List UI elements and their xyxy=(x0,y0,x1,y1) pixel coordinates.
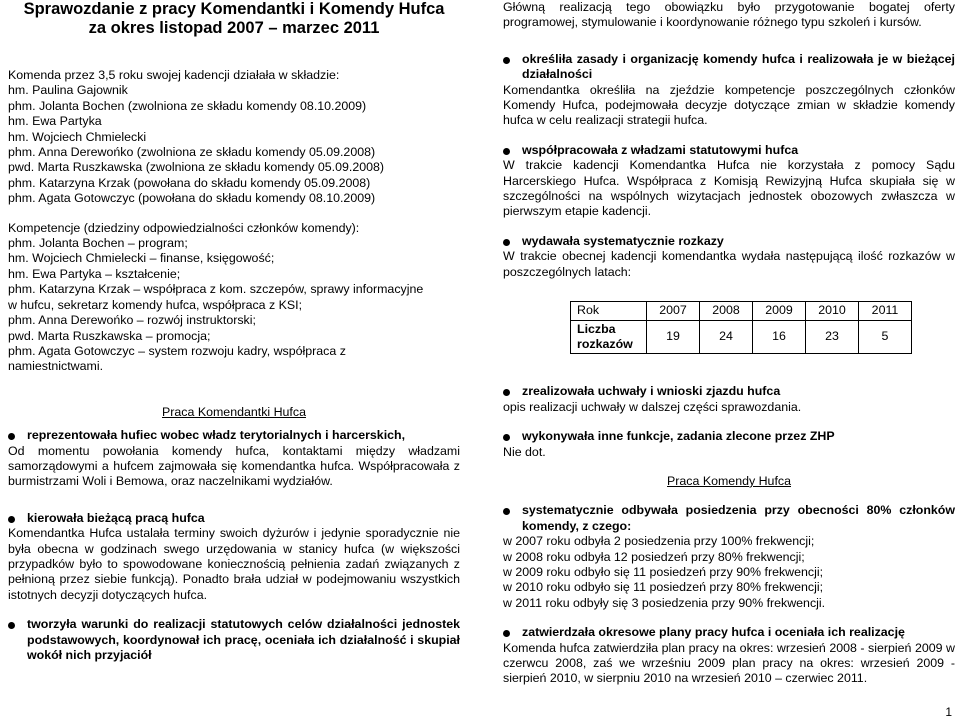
member-line: phm. Agata Gotowczyc (powołana do składu komendy 08.10.2009) xyxy=(8,191,376,206)
item-body: Komendantka Hufca ustalała terminy swoich dyżurów i jedynie sporadycznie nie była obecna w godzinach swego urzędowania w stanicy hufca (w większości przypadków było to spowodowane koniecznością pełnienia zadań związanych z pełnioną przez siebie funkcją). Ponadto brała udział w podejmowaniu wszystkich istotnych decyzji dotyczących hufca. xyxy=(8,526,460,602)
kompetencje-line: pwd. Marta Ruszkawska – promocja; xyxy=(8,328,211,343)
table-cell: 24 xyxy=(700,320,753,354)
bullet-icon xyxy=(8,622,15,629)
member-line: phm. Anna Derewońko (zwolniona ze składu komendy 05.09.2008) xyxy=(8,145,376,160)
frekwencja-line: w 2009 roku odbyło się 11 posiedzeń przy 90% frekwencji; xyxy=(503,564,824,579)
member-line: hm. Wojciech Chmielecki xyxy=(8,129,147,144)
item-body: Komendantka określiła na zjeździe kompetencje poszczególnych członków Komendy Hufca, podejmowała decyzje dotyczące zmian w składzie komendy hufca w celu realizacji strategii hufca. xyxy=(503,82,955,128)
item-title: zrealizowała uchwały i wnioski zjazdu hufca xyxy=(522,384,781,399)
table-cell: Rok xyxy=(571,302,647,320)
kompetencje-heading: Kompetencje (dziedziny odpowiedzialności członków komendy): xyxy=(8,220,360,235)
list-item xyxy=(503,384,955,399)
item-body: W trakcie obecnej kadencji komendantka wydała następującą ilość rozkazów w poszczególnych latach: xyxy=(503,249,955,279)
kompetencje-line: phm. Jolanta Bochen – program; xyxy=(8,236,188,251)
kompetencje-line: hm. Wojciech Chmielecki – finanse, księgowość; xyxy=(8,251,275,266)
list-item xyxy=(503,429,955,444)
table-cell: 23 xyxy=(806,320,859,354)
member-line: phm. Katarzyna Krzak (powołana do składu komendy 05.09.2008) xyxy=(8,175,371,190)
table-row xyxy=(571,320,912,354)
frekwencja-line: w 2008 roku odbyła 12 posiedzeń przy 80% frekwencji; xyxy=(503,549,805,564)
table-cell: 2010 xyxy=(806,302,859,320)
top-text: Główną realizacją tego obowiązku było przygotowanie bogatej oferty programowej, stymulowanie i koordynowanie różnego typu szkoleń i kursów. xyxy=(503,0,955,30)
praca-komendantki-heading: Praca Komendantki Hufca xyxy=(162,404,306,419)
kompetencje-line: hm. Ewa Partyka – kształcenie; xyxy=(8,266,181,281)
bullet-icon xyxy=(503,508,510,515)
item-body: Komenda hufca zatwierdziła plan pracy na okres: wrzesień 2008 - sierpień 2009 w czerwcu 2008, zaś we wrześniu 2009 plan pracy na okres: wrzesień 2009 - sierpień 2010, w sierpniu 2010 na wrzesień 2010 – czerwiec 2011. xyxy=(503,640,955,686)
table-cell: 16 xyxy=(753,320,806,354)
praca-komendy-heading: Praca Komendy Hufca xyxy=(667,473,791,488)
list-item xyxy=(503,625,955,640)
table-cell: 2007 xyxy=(647,302,700,320)
kompetencje-line: phm. Agata Gotowczyc – system rozwoju kadry, współpraca z xyxy=(8,343,346,358)
frekwencja-line: w 2007 roku odbyła 2 posiedzenia przy 100% frekwencji; xyxy=(503,534,815,549)
item-title: wydawała systematycznie rozkazy xyxy=(522,233,724,248)
title-line-1: Sprawozdanie z pracy Komendantki i Komendy Hufca xyxy=(23,0,445,18)
bullet-icon xyxy=(503,57,510,64)
table-cell: 2011 xyxy=(859,302,912,320)
bullet-icon xyxy=(503,434,510,441)
bullet-icon xyxy=(8,516,15,523)
kompetencje-line: namiestnictwami. xyxy=(8,359,104,374)
table-cell: 19 xyxy=(647,320,700,354)
list-item xyxy=(8,428,460,443)
bullet-icon xyxy=(8,433,15,440)
item-title: kierowała bieżącą pracą hufca xyxy=(27,510,205,525)
item-body: opis realizacji uchwały w dalszej części sprawozdania. xyxy=(503,399,802,414)
rozkazy-table xyxy=(570,301,912,354)
frekwencja-line: w 2011 roku odbyły się 3 posiedzenia przy 90% frekwencji. xyxy=(503,595,826,610)
frekwencja-line: w 2010 roku odbyło się 11 posiedzeń przy 80% frekwencji; xyxy=(503,580,824,595)
bullet-icon xyxy=(503,148,510,155)
frekwencja-list xyxy=(503,534,955,611)
kompetencje-line: phm. Katarzyna Krzak – współpraca z kom. szczepów, sprawy informacyjne xyxy=(8,282,424,297)
item-title: określiła zasady i organizację komendy hufca i realizowała je w bieżącej działalności xyxy=(522,51,955,82)
table-cell: 5 xyxy=(859,320,912,354)
page-number: 1 xyxy=(945,705,952,719)
list-item xyxy=(503,503,955,534)
member-line: pwd. Marta Ruszkawska (zwolniona ze składu komendy 05.09.2008) xyxy=(8,160,385,175)
item-title: reprezentowała hufiec wobec władz terytorialnych i harcerskich, xyxy=(27,428,406,443)
item-body: W trakcie kadencji Komendantka Hufca nie korzystała z pomocy Sądu Harcerskiego Hufca. Współpraca z Komisją Rewizyjną Hufca skupiała się w szczególności na wspólnych wizytacjach jednostek obozowych zwłaszcza w pierwszym etapie kadencji. xyxy=(503,158,955,219)
komenda-section xyxy=(8,68,460,207)
item-body: Od momentu powołania komendy hufca, kontaktami między władzami samorządowymi a hufcem zajmowała się komendantka hufca. Współpracowała z burmistrzami Woli i Bemowa, oraz naczelnikami wydziałów. xyxy=(8,443,460,489)
member-line: hm. Paulina Gajownik xyxy=(8,83,128,98)
table-cell: Liczba rozkazów xyxy=(571,320,647,354)
list-item xyxy=(8,511,460,526)
table-cell: 2009 xyxy=(753,302,806,320)
item-title: systematycznie odbywała posiedzenia przy obecności 80% członków komendy, z czego: xyxy=(522,503,955,533)
list-item xyxy=(8,617,460,663)
bullet-icon xyxy=(503,239,510,246)
kompetencje-line: phm. Anna Derewońko – rozwój instruktorski; xyxy=(8,313,256,328)
item-body: Nie dot. xyxy=(503,444,546,459)
document-title xyxy=(8,0,460,38)
list-item xyxy=(503,143,955,158)
list-item xyxy=(503,52,955,83)
list-item xyxy=(503,234,955,249)
bullet-icon xyxy=(503,389,510,396)
bullet-icon xyxy=(503,630,510,637)
left-column xyxy=(8,0,460,663)
kompetencje-line: w hufcu, sekretarz komendy hufca, współpraca z KSI; xyxy=(8,297,303,312)
member-line: phm. Jolanta Bochen (zwolniona ze składu komendy 08.10.2009) xyxy=(8,98,367,113)
kompetencje-section xyxy=(8,221,460,375)
title-line-2: za okres listopad 2007 – marzec 2011 xyxy=(88,19,380,37)
item-title: zatwierdzała okresowe plany pracy hufca i oceniała ich realizację xyxy=(522,625,905,640)
table-row xyxy=(571,302,912,320)
item-title: wykonywała inne funkcje, zadania zlecone przez ZHP xyxy=(522,429,835,444)
item-title: tworzyła warunki do realizacji statutowych celów działalności jednostek podstawowych, koordynował ich pracę, oceniała ich działalność i skupiał wokół nich przyjaciół xyxy=(27,617,460,662)
member-line: hm. Ewa Partyka xyxy=(8,114,102,129)
table-cell: 2008 xyxy=(700,302,753,320)
komenda-intro: Komenda przez 3,5 roku swojej kadencji działała w składzie: xyxy=(8,68,340,82)
item-title: współpracowała z władzami statutowymi hufca xyxy=(522,142,799,157)
right-column xyxy=(503,0,955,687)
